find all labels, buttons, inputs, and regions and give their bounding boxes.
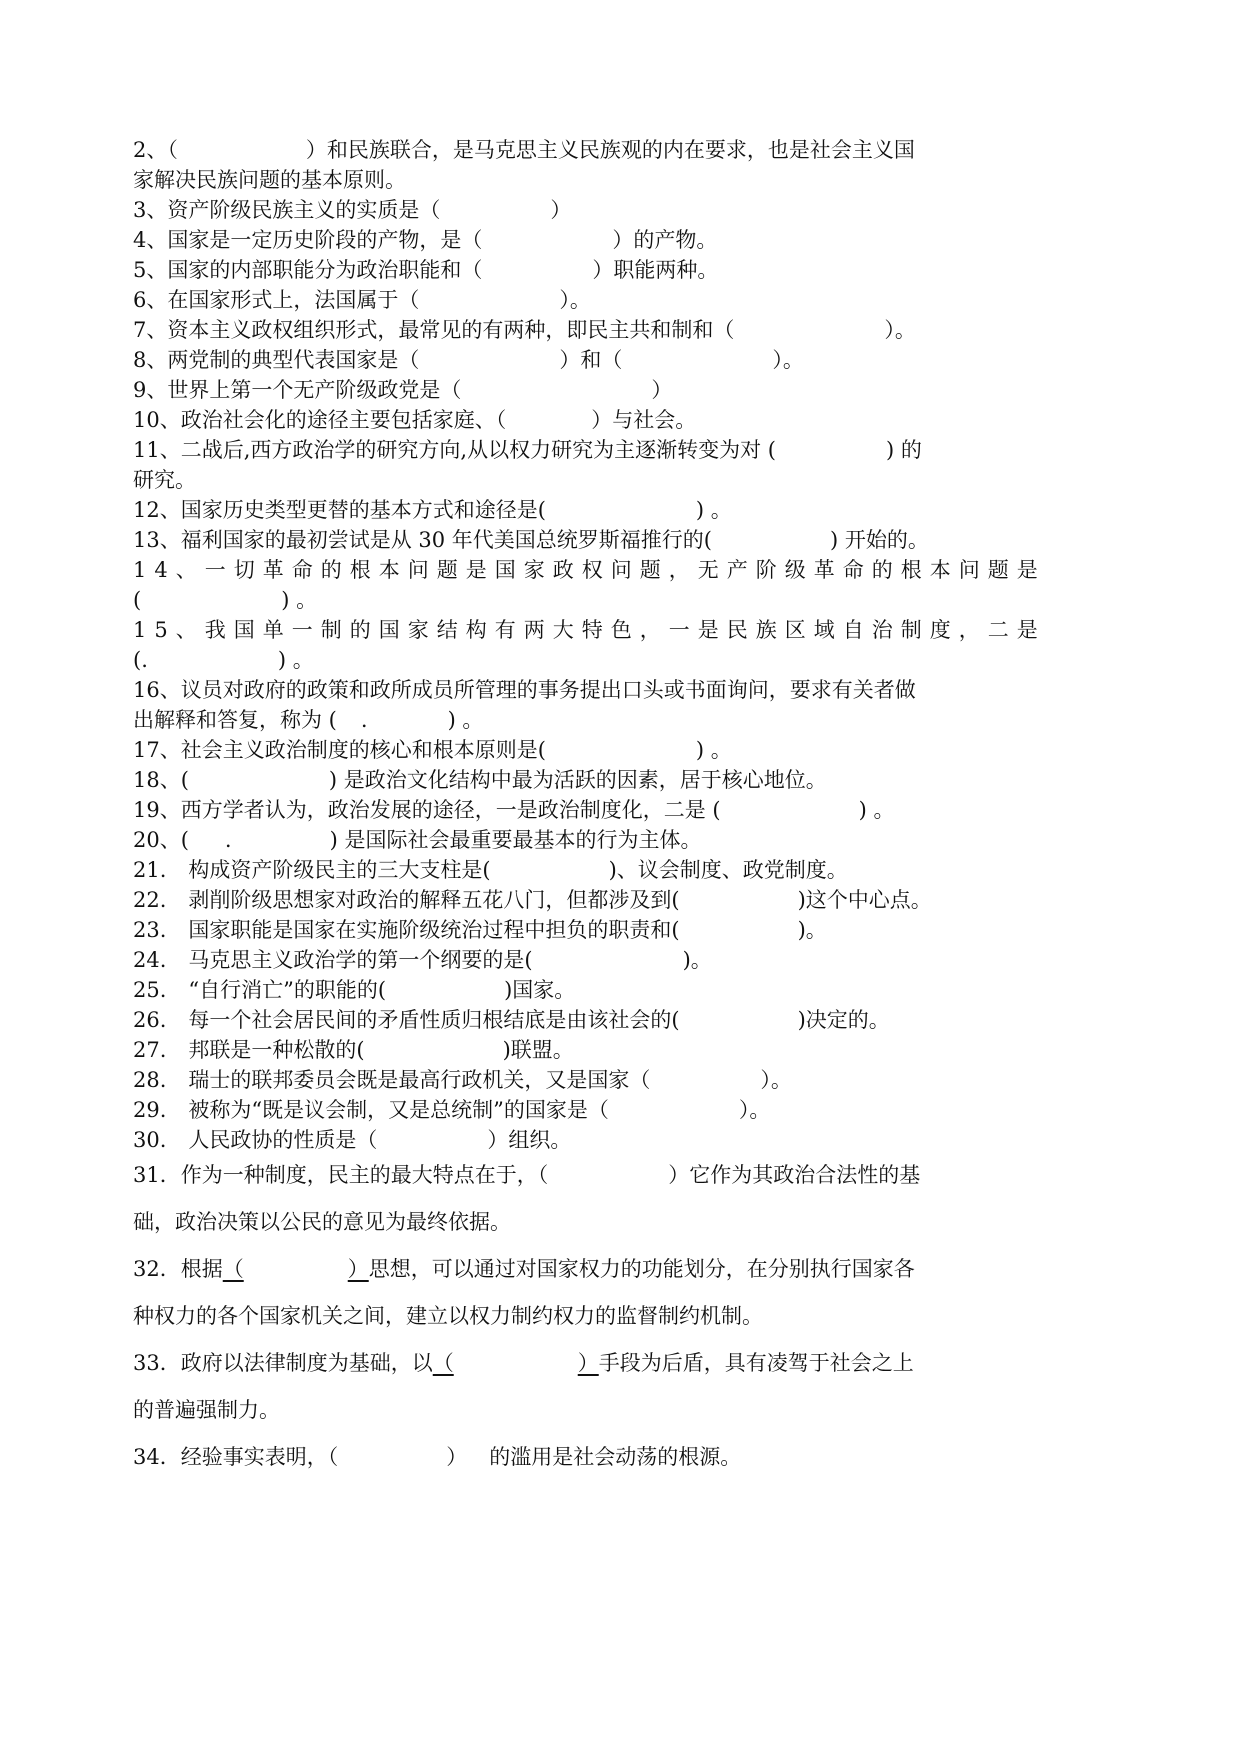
text-run: 17、社会主义政治制度的核心和根本原则是(	[133, 738, 546, 762]
text-run: 家解决民族问题的基本原则。	[133, 168, 406, 192]
text-run: 2、（	[133, 138, 178, 162]
text-run: ) 。	[695, 498, 732, 522]
text-run: 31．作为一种制度，民主的最大特点在于，（	[133, 1163, 549, 1187]
question-8	[133, 345, 1073, 375]
question-13	[133, 525, 1073, 555]
question-3	[133, 195, 1073, 225]
text-run: 9、世界上第一个无产阶级政党是（	[133, 378, 462, 402]
text-run: ）	[550, 198, 572, 222]
question-31-line-2	[133, 1207, 1073, 1237]
paren-close: ）	[347, 1257, 369, 1281]
question-30	[133, 1125, 1073, 1155]
text-run: 10、政治社会化的途径主要包括家庭、（	[133, 408, 507, 432]
text-run: 8、两党制的典型代表国家是（	[133, 348, 420, 372]
text-run: 剥削阶级思想家对政治的解释五花八门，但都涉及到(	[188, 888, 680, 912]
underlined-blank	[433, 1351, 599, 1375]
text-run: )这个中心点。	[797, 888, 932, 912]
text-run: 每一个社会居民间的矛盾性质归根结底是由该社会的(	[188, 1008, 680, 1032]
question-18	[133, 765, 1073, 795]
text-run: ）的产物。	[612, 228, 718, 252]
text-run: 思想，可以通过对国家权力的功能划分，在分别执行国家各	[368, 1257, 915, 1281]
text-run: ）职能两种。	[592, 258, 719, 282]
text-run: 14、一切革命的根本问题是国家政权问题，无产阶级革命的根本问题是	[133, 558, 1046, 582]
text-run: 出解释和答复，称为 (	[133, 708, 337, 732]
question-34	[133, 1442, 1073, 1472]
text-run: 邦联是一种松散的(	[188, 1038, 365, 1062]
text-run: 20、(	[133, 828, 189, 852]
text-run: )国家。	[504, 978, 576, 1002]
blank	[244, 1254, 348, 1284]
question-number: 29.	[133, 1098, 167, 1122]
text-run: 5、国家的内部职能分为政治职能和（	[133, 258, 483, 282]
question-24	[133, 945, 1073, 975]
text-run: ) 。	[695, 738, 732, 762]
question-32-line-2	[133, 1301, 1073, 1331]
text-run: .	[360, 708, 368, 732]
question-number: 21.	[133, 858, 167, 882]
text-run: 15、我国单一制的国家结构有两大特色，一是民族区域自治制度，二是	[133, 618, 1046, 642]
text-run: ）它作为其政治合法性的基	[668, 1163, 921, 1187]
text-run: ) 是政治文化结构中最为活跃的因素，居于核心地位。	[328, 768, 827, 792]
text-run: .	[224, 828, 232, 852]
text-run: (	[133, 588, 142, 612]
text-run: ）和民族联合，是马克思主义民族观的内在要求，也是社会主义国	[305, 138, 915, 162]
question-number: 24.	[133, 948, 167, 972]
text-run: ) 的	[885, 438, 922, 462]
text-run: 19、西方学者认为，政治发展的途径，一是政治制度化，二是 (	[133, 798, 721, 822]
question-20	[133, 825, 1073, 855]
text-run: 7、资本主义政权组织形式，最常见的有两种，即民主共和制和（	[133, 318, 735, 342]
question-5	[133, 255, 1073, 285]
question-number: 25.	[133, 978, 167, 1002]
question-6	[133, 285, 1073, 315]
question-11-line-2	[133, 465, 1073, 495]
text-run: 32．根据	[133, 1257, 223, 1281]
question-28	[133, 1065, 1073, 1095]
question-10	[133, 405, 1073, 435]
text-run: (.	[133, 648, 148, 672]
text-run: 国家职能是国家在实施阶级统治过程中担负的职责和(	[188, 918, 680, 942]
text-run: ）与社会。	[591, 408, 697, 432]
text-run: )决定的。	[797, 1008, 890, 1032]
question-number: 28.	[133, 1068, 167, 1092]
text-run: ) 。	[447, 708, 484, 732]
paren-open: （	[222, 1257, 244, 1281]
text-run: 6、在国家形式上，法国属于（	[133, 288, 420, 312]
question-32-line-1	[133, 1254, 1073, 1284]
text-run: ）和（	[559, 348, 623, 372]
question-12	[133, 495, 1073, 525]
question-number: 22.	[133, 888, 167, 912]
text-run: 34．经验事实表明，（	[133, 1445, 339, 1469]
question-2-line-1	[133, 135, 1073, 165]
text-run: 11、二战后,西方政治学的研究方向,从以权力研究为主逐渐转变为对 (	[133, 438, 776, 462]
text-run: 4、国家是一定历史阶段的产物，是（	[133, 228, 483, 252]
text-run: 16、议员对政府的政策和政所成员所管理的事务提出口头或书面询问，要求有关者做	[133, 678, 916, 702]
paren-close: ）	[577, 1351, 599, 1375]
text-run: )、议会制度、政党制度。	[608, 858, 848, 882]
text-run: 手段为后盾，具有凌驾于社会之上	[598, 1351, 914, 1375]
text-run: ）。	[884, 318, 916, 342]
question-2-line-2	[133, 165, 1073, 195]
question-27	[133, 1035, 1073, 1065]
text-run: 13、福利国家的最初尝试是从 30 年代美国总统罗斯福推行的(	[133, 528, 712, 552]
question-number: 27.	[133, 1038, 167, 1062]
question-33-line-2	[133, 1395, 1073, 1425]
question-9	[133, 375, 1073, 405]
text-run: “自行消亡”的职能的(	[188, 978, 387, 1002]
text-run: )联盟。	[502, 1038, 574, 1062]
text-run: 种权力的各个国家机关之间，建立以权力制约权力的监督制约机制。	[133, 1304, 763, 1328]
text-run: ) 。	[858, 798, 895, 822]
text-run: ）。	[559, 288, 591, 312]
text-run: 3、资产阶级民族主义的实质是（	[133, 198, 441, 222]
underlined-blank	[223, 1257, 369, 1281]
question-15-line-2	[133, 645, 1073, 675]
question-number: 26.	[133, 1008, 167, 1032]
text-run: 18、(	[133, 768, 189, 792]
text-run: ) 。	[277, 648, 314, 672]
blank	[454, 1348, 578, 1378]
question-4	[133, 225, 1073, 255]
question-16-line-2	[133, 705, 1073, 735]
question-26	[133, 1005, 1073, 1035]
paren-open: （	[432, 1351, 454, 1375]
text-run: 12、国家历史类型更替的基本方式和途径是(	[133, 498, 546, 522]
text-run: )。	[682, 948, 712, 972]
question-25	[133, 975, 1073, 1005]
question-22	[133, 885, 1073, 915]
text-run: 人民政协的性质是（	[188, 1128, 378, 1152]
question-14-line-2	[133, 585, 1073, 615]
text-run: 马克思主义政治学的第一个纲要的是(	[188, 948, 533, 972]
question-21	[133, 855, 1073, 885]
question-17	[133, 735, 1073, 765]
question-33-line-1	[133, 1348, 1073, 1378]
text-run: 的滥用是社会动荡的根源。	[489, 1445, 742, 1469]
text-run: 33．政府以法律制度为基础，以	[133, 1351, 433, 1375]
text-run: 础，政治决策以公民的意见为最终依据。	[133, 1210, 511, 1234]
question-14-line-1	[133, 555, 1073, 585]
text-run: ）组织。	[487, 1128, 572, 1152]
question-19	[133, 795, 1073, 825]
question-7	[133, 315, 1073, 345]
question-23	[133, 915, 1073, 945]
question-15-line-1	[133, 615, 1073, 645]
text-run: 瑞士的联邦委员会既是最高行政机关，又是国家（	[188, 1068, 651, 1092]
text-run: ）。	[738, 1098, 771, 1122]
text-run: 的普遍强制力。	[133, 1398, 280, 1422]
text-run: ）。	[760, 1068, 792, 1092]
question-31-line-1	[133, 1160, 1073, 1190]
text-run: ）	[651, 378, 673, 402]
text-run: ）。	[772, 348, 804, 372]
question-number: 23.	[133, 918, 167, 942]
question-11-line-1	[133, 435, 1073, 465]
question-16-line-1	[133, 675, 1073, 705]
text-run: 构成资产阶级民主的三大支柱是(	[188, 858, 491, 882]
question-29	[133, 1095, 1073, 1125]
text-run: 研究。	[133, 468, 196, 492]
text-run: )。	[797, 918, 827, 942]
text-run: 被称为“既是议会制，又是总统制”的国家是（	[188, 1098, 609, 1122]
text-run: ) 开始的。	[830, 528, 929, 552]
text-run: ) 。	[281, 588, 318, 612]
text-run: ) 是国际社会最重要最基本的行为主体。	[329, 828, 702, 852]
text-run: ）	[446, 1445, 468, 1469]
question-number: 30.	[133, 1128, 167, 1152]
